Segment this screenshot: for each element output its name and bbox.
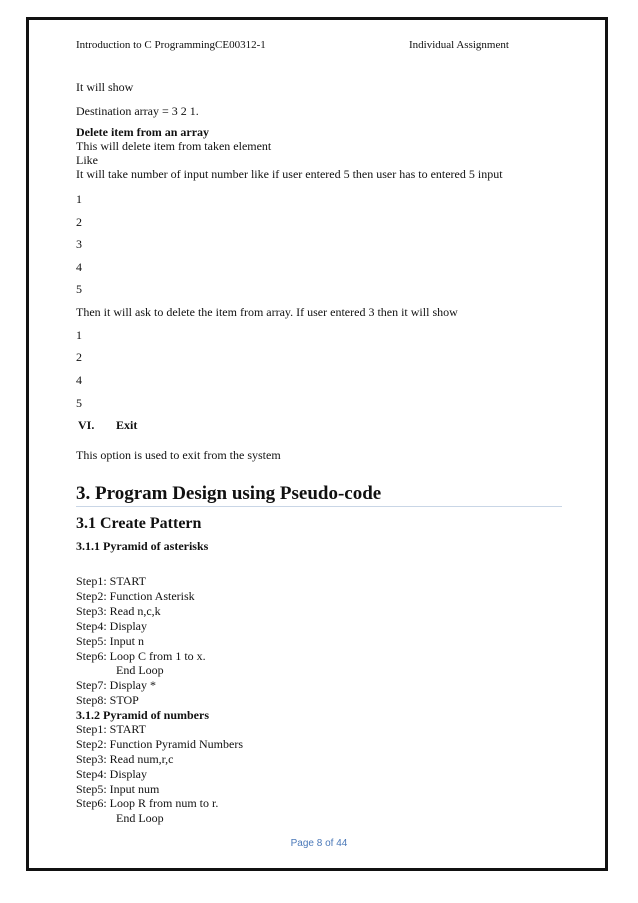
subsubsection-title: 3.1.1 Pyramid of asterisks [76, 539, 209, 553]
pseudo-step: Step2: Function Pyramid Numbers [76, 737, 243, 751]
exit-number: VI. [78, 418, 95, 432]
header-assignment: Individual Assignment [409, 39, 509, 51]
pseudo-step: End Loop [116, 811, 164, 825]
pseudo-step: Step1: START [76, 722, 146, 736]
delete-line: This will delete item from taken element [76, 139, 272, 153]
exit-label: Exit [116, 418, 138, 432]
pseudo-step: Step3: Read num,r,c [76, 752, 174, 766]
page-number: Page 8 of 44 [290, 838, 348, 849]
delete-line: It will take number of input number like if user entered 5 then user has to entered 5 input [76, 167, 503, 181]
pseudo-step: Step5: Input num [76, 782, 160, 796]
pseudo-step: Step4: Display [76, 619, 147, 633]
list-item: 5 [76, 396, 82, 410]
pseudo-step: Step8: STOP [76, 693, 139, 707]
subsubsection-title: 3.1.2 Pyramid of numbers [76, 708, 209, 722]
pseudo-step: Step6: Loop R from num to r. [76, 796, 219, 810]
list-item: 3 [76, 237, 82, 251]
pseudo-step: Step6: Loop C from 1 to x. [76, 649, 206, 663]
pseudo-step: End Loop [116, 663, 164, 677]
show-text: It will show [76, 80, 134, 94]
section-divider [76, 506, 562, 507]
list-item: 4 [76, 260, 82, 274]
pseudo-step: Step2: Function Asterisk [76, 589, 195, 603]
section-title: 3. Program Design using Pseudo-code [76, 483, 382, 504]
list-item: 1 [76, 328, 82, 342]
list-item: 2 [76, 215, 82, 229]
subsection-title: 3.1 Create Pattern [76, 515, 202, 532]
list-item: 4 [76, 373, 82, 387]
destination-text: Destination array = 3 2 1. [76, 104, 199, 118]
list-item: 1 [76, 192, 82, 206]
pseudo-step: Step4: Display [76, 767, 147, 781]
pseudo-step: Step5: Input n [76, 634, 144, 648]
delete-line: Like [76, 153, 98, 167]
pseudo-step: Step1: START [76, 574, 146, 588]
pseudo-step: Step7: Display * [76, 678, 156, 692]
header-course: Introduction to C ProgrammingCE00312-1 [76, 39, 266, 51]
list-item: 5 [76, 282, 82, 296]
list-item: 2 [76, 350, 82, 364]
delete-heading: Delete item from an array [76, 125, 210, 139]
pseudo-step: Step3: Read n,c,k [76, 604, 161, 618]
exit-description: This option is used to exit from the system [76, 448, 281, 462]
ask-text: Then it will ask to delete the item from array. If user entered 3 then it will show [76, 305, 458, 319]
